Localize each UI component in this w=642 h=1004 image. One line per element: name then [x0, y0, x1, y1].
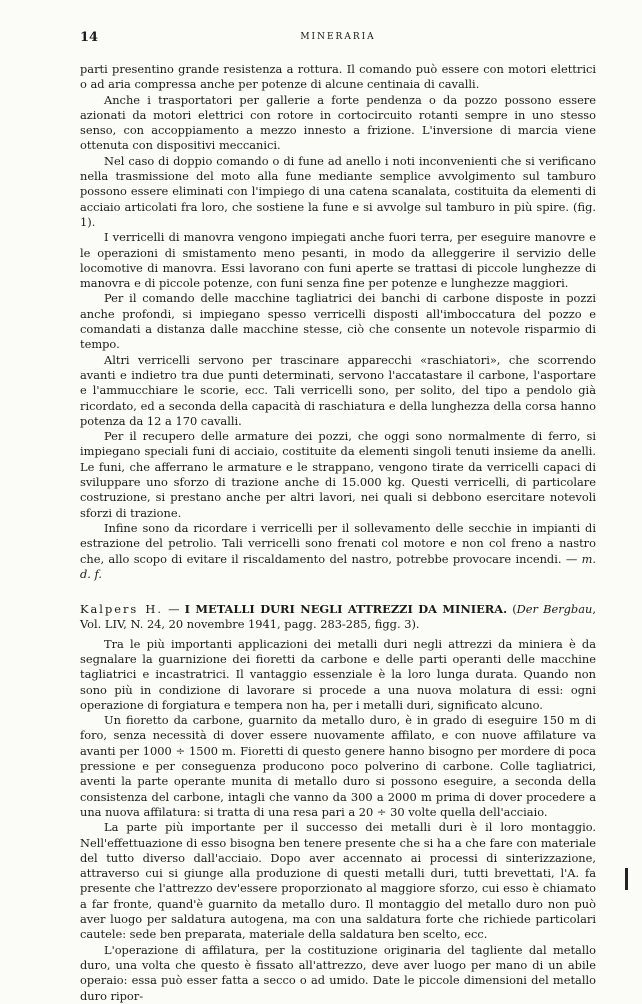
- page-number: 14: [80, 30, 99, 45]
- scan-edge-mark: [625, 868, 628, 890]
- page-header: [80, 30, 596, 46]
- article-citation: , Vol. LIV, N. 24, 20 novembre 1941, pagg. 283-285, figg. 3).: [80, 602, 596, 632]
- article-heading: [80, 602, 596, 633]
- title-separator: —: [162, 602, 185, 617]
- author-signature: m. d. f.: [80, 551, 596, 581]
- paragraph: L'operazione di affilatura, per la costituzione originaria del tagliente dal metallo duro, una volta che questo è fissato all'attrezzo, deve aver luogo per mano di un abile operaio: essa può esser fatta a secco o ad umido. Date le piccole dimensioni del metallo duro ripor-: [80, 942, 596, 1003]
- running-title: MINERARIA: [300, 32, 376, 42]
- closing-paragraph: [80, 521, 596, 582]
- paragraph: Tra le più importanti applicazioni dei metalli duri negli attrezzi da miniera è da segnalare la guarnizione dei fioretti da carbone e delle parti operanti delle macchine tagliatrici e incastratrici. Il vantaggio essenziale è la loro lunga durata. Quando non sono più in condizione di lavorare si procede a una nuova molatura di essi: ogni operazione di forgiatura e tempera non ha, per i metalli duri, significato alcuno.: [80, 636, 596, 712]
- paragraph: Anche i trasportatori per gallerie a forte pendenza o da pozzo possono essere azionati da motori elettrici con rotore in cortocircuito rotanti sempre in uno stesso senso, con accoppiamento a mezzo innesto a frizione. L'inversione di marcia viene ottenuta con dispositivi meccanici.: [80, 92, 596, 153]
- paragraph: parti presentino grande resistenza a rottura. Il comando può essere con motori elettrici o ad aria compressa anche per potenze di alcune centinaia di cavalli.: [80, 62, 596, 92]
- paragraph: Altri verricelli servono per trascinare apparecchi «raschiatori», che scorrendo avanti e indietro tra due punti determinati, servono l'accatastare il carbone, l'asportare e l'ammucchiare le scorie, ecc. Tali verricelli sono, per solito, del tipo a pendolo già ricordato, ed a seconda della capacità di raschiatura e della lunghezza della corsa hanno potenza da 12 a 170 cavalli.: [80, 352, 596, 428]
- paragraph: Per il recupero delle armature dei pozzi, che oggi sono normalmente di ferro, si impiegano speciali funi di acciaio, costituite da elementi singoli tenuti insieme da anelli. Le funi, che afferrano le armature e le strappano, vengono tirate da verricelli capaci di sviluppare uno sforzo di trazione anche di 15.000 kg. Questi verricelli, di particolare costruzione, si prestano anche per altri lavori, nei quali si debbono esercitare notevoli sforzi di trazione.: [80, 429, 596, 520]
- paragraph: Un fioretto da carbone, guarnito da metallo duro, è in grado di eseguire 150 m di foro, senza necessità di dover essere nuovamente affilato, e con nuove affilature va avanti per 1000 ÷ 1500 m. Fioretti di questo genere hanno bisogno per mordere di poca pressione e per conseguenza producono poco polverino di carbone. Colle tagliatrici, aventi la parte operante munita di metallo duro si possono eseguire, a seconda della consistenza del carbone, intagli che vanno da 300 a 2000 m prima di dover procedere a una nuova affilatura: si tratta di una resa pari a 20 ÷ 30 volte quella dell'acciaio.: [80, 713, 596, 819]
- paragraph-text: Infine sono da ricordare i verricelli per il sollevamento delle secchie in impianti di estrazione del petrolio. Tali verricelli sono frenati col motore e non col freno a nastro che, allo scopo di evitare il riscaldamento del nastro, potrebbe provocare incendi. —: [80, 520, 596, 566]
- source-open: (: [507, 602, 517, 617]
- page-body: [80, 62, 596, 1004]
- article-title: I METALLI DURI NEGLI ATTREZZI DA MINIERA.: [184, 602, 508, 617]
- article-author: Kalpers H.: [80, 602, 163, 617]
- article-source: Der Bergbau: [516, 602, 593, 617]
- paragraph: Nel caso di doppio comando o di fune ad anello i noti inconvenienti che si verificano nella trasmissione del moto alla fune mediante semplice avvolgimento sul tamburo possono essere eliminati con l'impiego di una catena scanalata, costituita da elementi di acciaio articolati fra loro, che sostiene la fune e si avvolge sul tamburo in più spire. (fig. 1).: [80, 153, 596, 229]
- paragraph: Per il comando delle macchine tagliatrici dei banchi di carbone disposte in pozzi anche profondi, si impiegano spesso verricelli disposti all'imboccatura del pozzo e comandati a distanza dalle macchine stesse, ciò che consente un notevole risparmio di tempo.: [80, 291, 596, 352]
- paragraph: La parte più importante per il successo dei metalli duri è il loro montaggio. Nell'effettuazione di esso bisogna ben tenere presente che si ha a che fare con materiale del tutto diverso dall'acciaio. Dopo aver accennato ai processi di sinterizzazione, attraverso cui si giunge alla produzione di questi metalli duri, tutti brevettati, l'A. fa presente che l'attrezzo dev'essere proporzionato al maggiore sforzo, cui esso è chiamato a far fronte, quand'è guarnito da metallo duro. Il montaggio del metallo duro non può aver luogo per saldatura autogena, ma con una saldatura forte che richiede particolari cautele: sede ben preparata, materiale della saldatura ben scelto, ecc.: [80, 820, 596, 942]
- paragraph: I verricelli di manovra vengono impiegati anche fuori terra, per eseguire manovre e le operazioni di smistamento meno pesanti, in modo da alleggerire il servizio delle locomotive di manovra. Essi lavorano con funi aperte se trattasi di piccole lunghezze di manovra e di piccole potenze, con funi senza fine per potenze e lunghezze maggiori.: [80, 230, 596, 291]
